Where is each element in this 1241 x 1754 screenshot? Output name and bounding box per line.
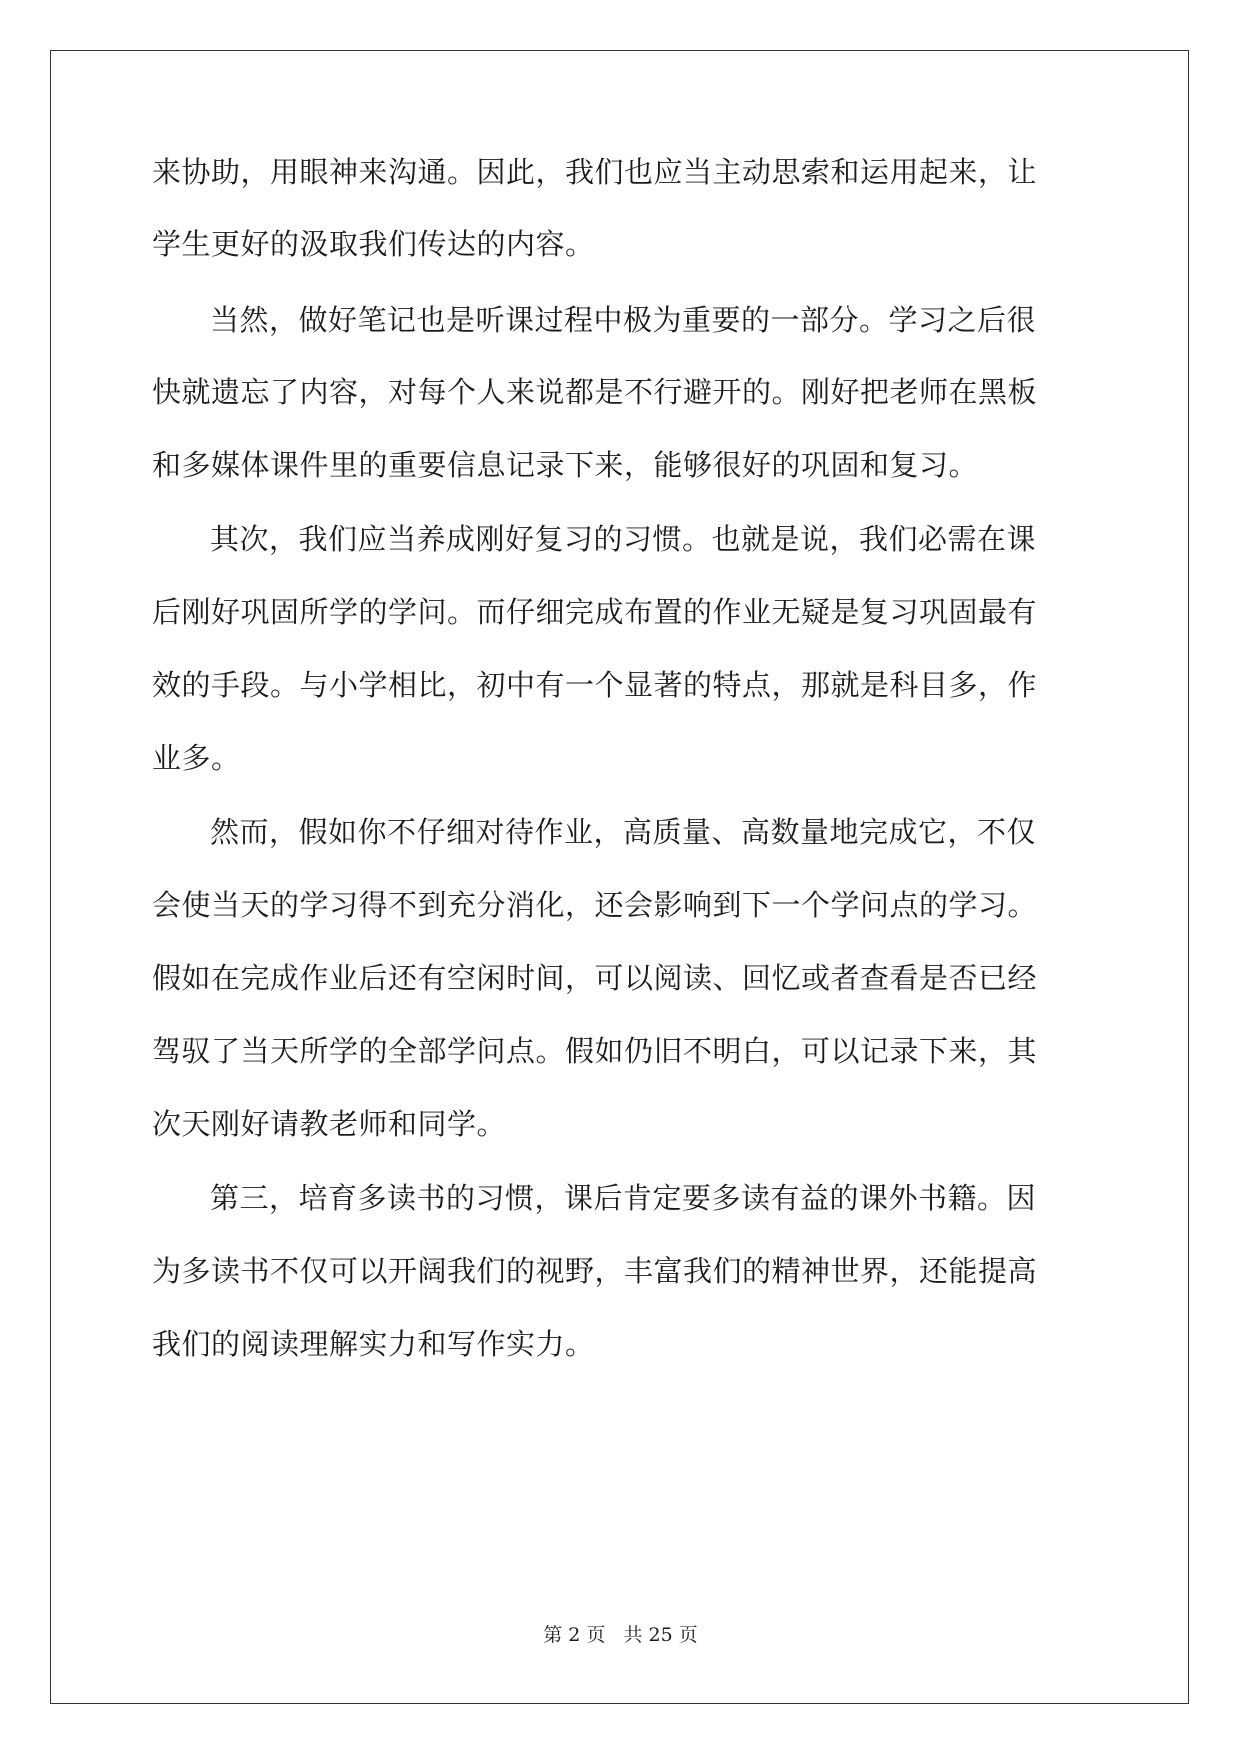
page-total: 共 25 页 bbox=[623, 1624, 698, 1646]
text-line: 我们的阅读理解实力和写作实力。 bbox=[152, 1327, 595, 1361]
text-line: 和多媒体课件里的重要信息记录下来，能够很好的巩固和复习。 bbox=[152, 448, 979, 482]
text-line: 会使当天的学习得不到充分消化，还会影响到下一个学问点的学习。 bbox=[152, 888, 1038, 922]
text-line: 后刚好巩固所学的学问。而仔细完成布置的作业无疑是复习巩固最有 bbox=[152, 595, 1038, 629]
text-line: 业多。 bbox=[152, 741, 241, 775]
text-line: 为多读书不仅可以开阔我们的视野，丰富我们的精神世界，还能提高 bbox=[152, 1254, 1038, 1288]
paragraph-first-line: 当然，做好笔记也是听课过程中极为重要的一部分。学习之后很 bbox=[210, 303, 1037, 337]
text-line: 效的手段。与小学相比，初中有一个显著的特点，那就是科目多，作 bbox=[152, 668, 1038, 702]
page-number: 第 2 页 bbox=[543, 1624, 606, 1646]
text-line: 快就遗忘了内容，对每个人来说都是不行避开的。刚好把老师在黑板 bbox=[152, 375, 1038, 409]
paragraph-first-line: 然而，假如你不仔细对待作业，高质量、高数量地完成它，不仅 bbox=[210, 815, 1037, 849]
page-footer bbox=[0, 1620, 1241, 1647]
text-line: 次天刚好请教老师和同学。 bbox=[152, 1107, 507, 1141]
text-line: 来协助，用眼神来沟通。因此，我们也应当主动思索和运用起来，让 bbox=[152, 155, 1038, 189]
text-line: 学生更好的汲取我们传达的内容。 bbox=[152, 227, 595, 261]
paragraph-first-line: 第三，培育多读书的习惯，课后肯定要多读有益的课外书籍。因 bbox=[210, 1181, 1037, 1215]
text-line: 假如在完成作业后还有空闲时间，可以阅读、回忆或者查看是否已经 bbox=[152, 961, 1038, 995]
paragraph-first-line: 其次，我们应当养成刚好复习的习惯。也就是说，我们必需在课 bbox=[210, 522, 1037, 556]
text-line: 驾驭了当天所学的全部学问点。假如仍旧不明白，可以记录下来，其 bbox=[152, 1034, 1038, 1068]
